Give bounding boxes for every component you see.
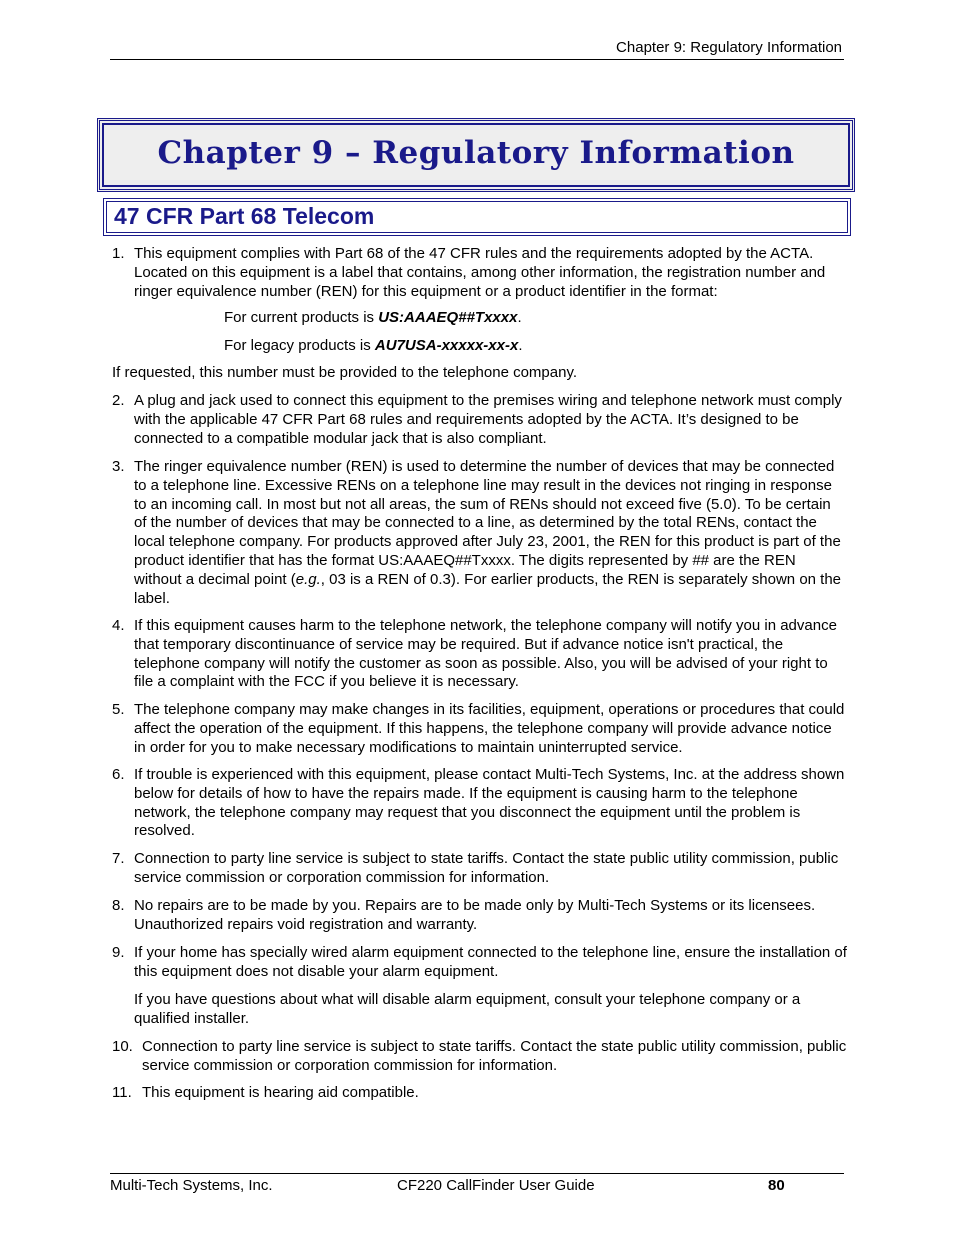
legacy-products-format: For legacy products is AU7USA-xxxxx-xx-x. bbox=[224, 337, 523, 354]
footer-company: Multi-Tech Systems, Inc. bbox=[110, 1177, 273, 1194]
item-text: The ringer equivalence number (REN) is used to determine the number of devices that may be connected to a telephone line. Excessive RENs on a telephone line may result in the devices not ringing in response to an incoming call. In most but not all areas, the sum of RENs should not exceed five (5.0). To be certain of the number of devices that may be connected to a line, as determined by the total RENs, contact the local telephone company. For products approved after July 23, 2001, the REN for this product is part of the product identifier that has the format US:AAAEQ##Txxxx. The digits represented by ## are the REN without a decimal point (e.g., 03 is a REN of 0.3). For earlier products, the REN is separately shown on the label. bbox=[134, 458, 842, 607]
item-text: If you have questions about what will disable alarm equipment, consult your telephone company or a qualified installer. bbox=[134, 991, 801, 1027]
running-header: Chapter 9: Regulatory Information bbox=[616, 39, 842, 56]
item-text: If your home has specially wired alarm equipment connected to the telephone line, ensure the installation of this equipment does not disable your alarm equipment. bbox=[134, 944, 847, 980]
current-format-label: For current products is bbox=[224, 309, 379, 326]
section-title-box bbox=[103, 198, 851, 236]
item-text: Connection to party line service is subject to state tariffs. Contact the state public utility commission, public service commission or corporation commission for information. bbox=[142, 1038, 847, 1074]
current-format-code: US:AAAEQ##Txxxx bbox=[378, 309, 518, 326]
chapter-title: Chapter 9 – Regulatory Information bbox=[157, 135, 795, 171]
legacy-format-code: AU7USA-xxxxx-xx-x bbox=[374, 337, 519, 354]
item-text: The telephone company may make changes in its facilities, equipment, operations or procedures that could affect the operation of the equipment. If this happens, the telephone company will provide advance notice in order for you to make necessary modifications to maintain uninterrupted service. bbox=[134, 701, 845, 756]
footer-guide-title: CF220 CallFinder User Guide bbox=[397, 1177, 595, 1194]
item-text: If trouble is experienced with this equipment, please contact Multi-Tech Systems, Inc. at the address shown below for details of how to have the repairs made. If the equipment is causing harm to the telephone network, the telephone company may request that you disconnect the equipment until the problem is resolved. bbox=[134, 766, 845, 840]
item-text: This equipment is hearing aid compatible. bbox=[142, 1084, 419, 1101]
item-text: Connection to party line service is subject to state tariffs. Contact the state public utility commission, public service commission or corporation commission for information. bbox=[134, 850, 839, 886]
item-number: 1. bbox=[112, 245, 125, 262]
item-text: If this equipment causes harm to the telephone network, the telephone company will notify you in advance that temporary discontinuance of service may be required. But if advance notice isn't practical, the telephone company will notify the customer as soon as possible. Also, you will be advised of your right to file a complaint with the FCC if you believe it is necessary. bbox=[134, 617, 837, 691]
page-number: 80 bbox=[768, 1177, 785, 1194]
request-note: If requested, this number must be provided to the telephone company. bbox=[112, 364, 577, 381]
chapter-title-box bbox=[97, 118, 855, 192]
section-title: 47 CFR Part 68 Telecom bbox=[114, 203, 375, 229]
header-rule bbox=[110, 59, 844, 60]
legacy-format-label: For legacy products is bbox=[224, 337, 375, 354]
item-text: No repairs are to be made by you. Repairs are to be made only by Multi-Tech Systems or its licensees. Unauthorized repairs void registration and warranty. bbox=[134, 897, 816, 933]
current-products-format: For current products is US:AAAEQ##Txxxx. bbox=[224, 309, 522, 326]
footer-rule bbox=[110, 1173, 844, 1174]
item-text: A plug and jack used to connect this equipment to the premises wiring and telephone network must comply with the applicable 47 CFR Part 68 rules and requirements adopted by the ACTA. It’s designed to be connected to a compatible modular jack that is also compliant. bbox=[134, 392, 842, 447]
item-text: This equipment complies with Part 68 of the 47 CFR rules and the requirements adopted by the ACTA. Located on this equipment is a label that contains, among other information, the registration number and ringer equivalence number (REN) for this equipment or a product identifier in the format: bbox=[134, 245, 826, 300]
